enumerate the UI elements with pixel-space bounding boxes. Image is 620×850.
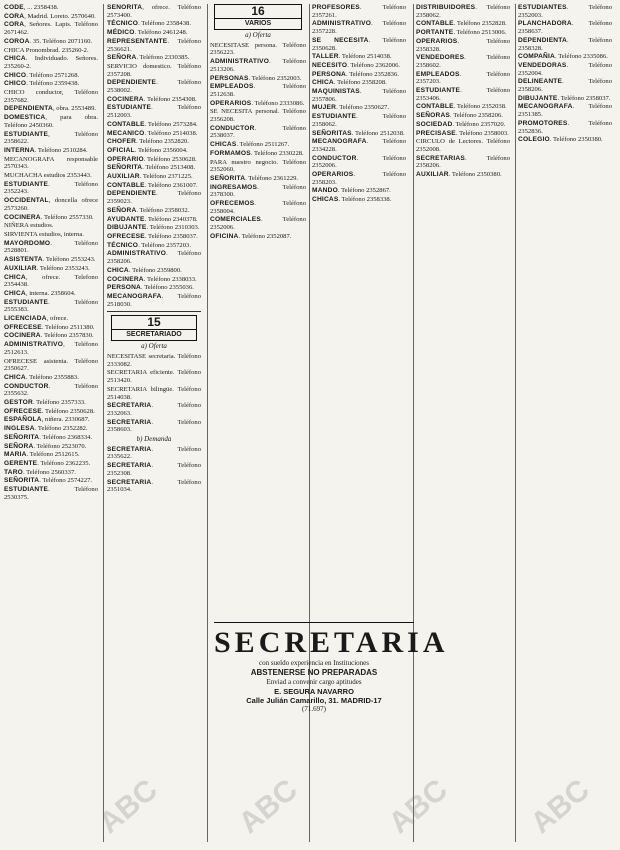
classified-ad: TALLER. Teléfono 2514038. bbox=[312, 53, 392, 61]
column-divider bbox=[207, 4, 208, 842]
classified-ad: EMPLEADOS. Teléfono 2357203. bbox=[416, 70, 510, 86]
classified-ad: MAQUINISTAS. Teléfono 2357806. bbox=[312, 88, 406, 103]
classified-ad: SEÑORITAS. Teléfono 2512038. bbox=[312, 129, 405, 137]
classified-ad: AUXILIAR. Teléfono 2353243. bbox=[4, 264, 90, 272]
classified-ad: OFICIAL. Teléfono 2356004. bbox=[107, 146, 188, 154]
classified-ad: GESTOR. Teléfono 2357333. bbox=[4, 399, 86, 407]
classified-ad: OFRECESE. Teléfono 2358037. bbox=[107, 232, 198, 240]
classified-ad: PORTANTE. Teléfono 2513006. bbox=[416, 29, 507, 37]
ads-column-3 bbox=[210, 4, 306, 624]
ad-address: Calle Julián Camarillo, 31. MADRID-17 bbox=[246, 696, 382, 705]
classified-ad: SE NECESITA personal. Teléfono 2356208. bbox=[210, 108, 306, 124]
classified-ad: ADMINISTRATIVO. Teléfono 2357228. bbox=[312, 20, 406, 36]
classified-ad: SOCIEDAD. Teléfono 2357020. bbox=[416, 120, 506, 128]
classified-ad: MECANICO. Teléfono 2514038. bbox=[107, 129, 198, 137]
classified-ad: AUXILIAR. Teléfono 2371225. bbox=[107, 173, 193, 181]
classified-ad: SERVICIO domestico. Teléfono 2357208. bbox=[107, 62, 201, 78]
classified-ad: ESTUDIANTE, Teléfono 2358622. bbox=[4, 130, 98, 146]
classified-ad: COMPAÑIA. Teléfono 2335086. bbox=[518, 53, 608, 61]
classified-ad: DEPENDIENTE. Teléfono 2538002. bbox=[107, 79, 201, 95]
classified-ad: SECRETARIA. Teléfono 2351034. bbox=[107, 478, 201, 494]
classified-ad: CHICO conductor, Teléfono 2357682. bbox=[4, 89, 98, 104]
classified-ad: ESTUDIANTE. Teléfono 2555383. bbox=[4, 298, 98, 314]
classified-ad: SECRETARIA eficiente. Teléfono 2513420. bbox=[107, 369, 201, 385]
classified-ad: TARO. Teléfono 2560337. bbox=[4, 468, 76, 476]
classified-ad: PLANCHADORA. Teléfono 2358637. bbox=[518, 20, 612, 36]
classified-ad: SECRETARIAS. Teléfono 2358206. bbox=[416, 154, 510, 170]
classified-ad: CONDUCTOR. Teléfono 2355632. bbox=[4, 382, 98, 398]
secretaria-display-ad bbox=[214, 622, 449, 747]
classified-ad: COMERCIALES. Teléfono 2352006. bbox=[210, 216, 306, 232]
classified-ad: CONTABLE. Teléfono 2361007. bbox=[107, 181, 198, 189]
classified-ad: ESTUDIANTE. Teléfono 2530375. bbox=[4, 486, 98, 501]
classified-ad: PROFESORES. Teléfono 2357261. bbox=[312, 4, 406, 19]
classified-ad: CODE, ... 2358438. bbox=[4, 4, 59, 11]
classified-ad: DEPENDIENTA. Teléfono 2358328. bbox=[518, 36, 612, 52]
classified-ad: CHICAS. Teléfono 2511267. bbox=[210, 141, 290, 149]
ads-column-1 bbox=[4, 4, 98, 842]
classified-ad: SECRETARIA. Teléfono 2352308. bbox=[107, 462, 201, 477]
classified-ad: REPRESENTANTE. Teléfono 2536621. bbox=[107, 37, 201, 53]
classified-ad: SECRETARIA. Teléfono 2358603. bbox=[107, 418, 201, 434]
classified-ad: DELINEANTE. Teléfono 2358206. bbox=[518, 78, 612, 94]
classified-ad: DEPENDIENTE. Teléfono 2359023. bbox=[107, 190, 201, 206]
section-number: 15 bbox=[147, 315, 161, 330]
classified-ad: VENDEDORES. Teléfono 2358602. bbox=[416, 54, 510, 69]
classified-ad: SEÑORITA, ofrece. Teléfono 2573400. bbox=[107, 4, 201, 19]
classified-ad: CHICO. Teléfono 2571268. bbox=[4, 71, 80, 79]
section-header-varios bbox=[214, 4, 302, 30]
classified-ad: CIRCULO de Lectores. Teléfono 2352008. bbox=[416, 138, 510, 153]
classified-ad: ESTUDIANTE. Teléfono 2512003. bbox=[107, 104, 201, 120]
ad-reference: (71.697) bbox=[302, 705, 326, 713]
classified-ad: CORA, Señores. Lapis. Teléfono 2671462. bbox=[4, 21, 98, 37]
classified-ad: PRECISASE. Teléfono 2358003. bbox=[416, 129, 509, 137]
classified-ad: OFRECESE asistenta. Teléfono 2350627. bbox=[4, 357, 98, 373]
subsection-oferta: a) Oferta bbox=[245, 31, 271, 39]
ad-title: SECRETARIA bbox=[214, 626, 449, 659]
classified-ad: OPERARIOS. Teléfono 2333086. bbox=[210, 99, 305, 107]
column-divider bbox=[103, 4, 104, 842]
classified-ad: SECRETARIA. Teléfono 2332063. bbox=[107, 402, 201, 417]
classified-ad: INGLESA. Teléfono 2352282. bbox=[4, 425, 88, 433]
section-number: 16 bbox=[251, 4, 265, 18]
watermark-logo: ABC bbox=[382, 773, 454, 841]
classified-ad: PERSONA. Teléfono 2352836. bbox=[312, 70, 399, 78]
classified-ad: DEPENDIENTA, obra. 2553489. bbox=[4, 105, 97, 113]
classified-ad: COCINERA. Teléfono 2338033. bbox=[107, 275, 197, 283]
classified-ad: OFRECESE. Teléfono 2350628. bbox=[4, 407, 95, 415]
classified-ad: SEÑORAS. Teléfono 2358206. bbox=[416, 112, 503, 120]
classified-ad: VENDEDORAS. Teléfono 2352004. bbox=[518, 61, 612, 77]
ad-line: Enviad a convenir cargo aptitudes bbox=[266, 678, 362, 686]
classified-ad: SEÑORA. Teléfono 2358032. bbox=[107, 206, 190, 214]
classified-ad: PERSONA. Teléfono 2355036. bbox=[107, 284, 194, 292]
classified-ad: SEÑORA. Teléfono 2523070. bbox=[4, 442, 87, 450]
classified-ad: COCINERA. Teléfono 2354308. bbox=[107, 95, 197, 103]
classified-ad: CHICA, interna. 2358604. bbox=[4, 289, 76, 297]
classified-ad: CHICA. Individuado. Señores. 235260-2. bbox=[4, 55, 98, 70]
classified-ad: MECANOGRAFA. Teléfono 2351385. bbox=[518, 103, 612, 119]
classified-ad: ADMINISTRATIVO. Teléfono 2513206. bbox=[210, 58, 306, 73]
classified-ad: PERSONAS. Teléfono 2352003. bbox=[210, 74, 302, 82]
ad-line: con sueldo experiencia en Instituciones bbox=[258, 659, 370, 667]
classified-ad: CONTABLE. Teléfono 2352828. bbox=[416, 20, 507, 28]
classified-ad: OFRECESE. Teléfono 2511380. bbox=[4, 323, 95, 331]
classified-ad: DISTRIBUIDORES. Teléfono 2358062. bbox=[416, 4, 510, 19]
classified-ad: TÉCNICO. Teléfono 2357203. bbox=[107, 241, 191, 249]
classified-ad: SEÑORITA. Teléfono 2361229. bbox=[210, 174, 299, 182]
classified-ad: TÉCNICO. Teléfono 2358438. bbox=[107, 20, 191, 28]
classified-ad: CORA, Madrid. Loreto. 2570640. bbox=[4, 12, 96, 20]
classified-ad: SEÑORITA. Teléfono 2574227. bbox=[4, 477, 93, 485]
classified-ad: OCCIDENTAL, doncella ofrece 2573260. bbox=[4, 197, 98, 212]
section-name: SECRETARIADO bbox=[112, 329, 196, 340]
ads-column-6 bbox=[518, 4, 612, 842]
classified-ad: CONTABLE. Teléfono 2352038. bbox=[416, 103, 507, 111]
classified-ad: NECESITO. Teléfono 2362006. bbox=[312, 61, 401, 69]
ad-warning: ABSTENERSE NO PREPARADAS bbox=[250, 668, 378, 677]
classified-ad: PROMOTORES. Teléfono 2352836. bbox=[518, 119, 612, 135]
classified-ad: CHICA Pronombrad. 235260-2. bbox=[4, 46, 89, 54]
classified-ad: MARIA. Teléfono 2512615. bbox=[4, 451, 80, 459]
classified-ad: SEÑORITA. Teléfono 2368334. bbox=[4, 433, 93, 441]
classified-ad: ADMINISTRATIVO, Teléfono 2512613. bbox=[4, 341, 98, 356]
classified-ad: MAYORDOMO. Teléfono 2528801. bbox=[4, 239, 98, 255]
classified-ad: ESTUDIANTE. Teléfono 2352243. bbox=[4, 180, 98, 196]
classified-ad: CHICA. Teléfono 2355883. bbox=[4, 373, 79, 381]
classified-ad: CONDUCTOR. Teléfono 2352006. bbox=[312, 154, 406, 170]
classified-ad: DOMESTICA, para obra. Teléfono 2450360. bbox=[4, 114, 98, 129]
classified-ad: SEÑORA. Teléfono 2330385. bbox=[107, 54, 190, 62]
classified-ad: CHICA, ofrece. Telefono 2354438. bbox=[4, 273, 98, 289]
classified-ad: CONDUCTOR. Teléfono 2538037. bbox=[210, 124, 306, 140]
classified-ad: EMPLEADOS. Teléfono 2512638. bbox=[210, 83, 306, 98]
classified-ad: OFRECEMOS. Teléfono 2358004. bbox=[210, 200, 306, 215]
classified-ad: SEÑORITA. Teléfono 2513408. bbox=[107, 164, 196, 172]
classified-ad: SECRETARIA. Teléfono 2335622. bbox=[107, 445, 201, 461]
classified-ad: NECESITASE persona. Teléfono 2356223. bbox=[210, 41, 306, 57]
watermark-logo: ABC bbox=[92, 773, 164, 841]
classified-ad: CHICA. Teléfono 2359800. bbox=[107, 266, 182, 274]
classified-ad: NIÑERA estudios. bbox=[4, 222, 54, 230]
section-name: VARIOS bbox=[215, 18, 301, 29]
classified-ad: MECANOGRAFA. Teléfono 2518030. bbox=[107, 292, 201, 308]
section-header-secretariado bbox=[111, 315, 197, 341]
ads-column-2 bbox=[107, 4, 201, 842]
classified-ad: OFICINA. Teléfono 2352087. bbox=[210, 232, 292, 240]
ad-company: E. SEGURA NAVARRO bbox=[274, 687, 354, 696]
classified-ad: ESTUDIANTE. Teléfono 2353406. bbox=[416, 87, 510, 102]
classified-ad: FORMAMOS. Teléfono 2330228. bbox=[210, 149, 304, 157]
classified-ad: CHICAS. Teléfono 2358338. bbox=[312, 196, 392, 204]
classified-ad: CHICO. Teléfono 2359438. bbox=[4, 80, 80, 88]
classified-ad: ASISTENTA. Teléfono 2553243. bbox=[4, 256, 96, 264]
watermark-logo: ABC bbox=[232, 773, 304, 841]
classified-ad: COCINERA. Teléfono 2557330. bbox=[4, 213, 94, 221]
classified-ad: CONTABLE. Teléfono 2573284. bbox=[107, 120, 198, 128]
subsection-demanda: b) Demanda bbox=[136, 435, 172, 444]
classified-ad: MÉDICO. Teléfono 2461248. bbox=[107, 29, 188, 37]
classified-ad: AYUDANTE. Teléfono 2340378. bbox=[107, 215, 198, 223]
classified-ad: LICENCIADA, ofrece. bbox=[4, 315, 69, 323]
classified-ad: INTERNA. Teléfono 2510284. bbox=[4, 146, 88, 154]
classified-ad: MUJER. Teléfono 2350627. bbox=[312, 104, 389, 112]
classified-ad: MANDO. Teléfono 2352867. bbox=[312, 187, 391, 195]
classified-ad: PARA nuestro negocio. Teléfono 2352060. bbox=[210, 158, 306, 174]
classified-ad: ESTUDIANTE. Teléfono 2358062. bbox=[312, 113, 406, 128]
classified-ad: MECANOGRAFA responsable 2570343. bbox=[4, 155, 98, 171]
ads-column-5 bbox=[416, 4, 510, 842]
classified-ad: COLEGIO. Teléfono 2350380. bbox=[518, 136, 603, 144]
classified-ad: DIBUJANTE. Teléfono 2358037. bbox=[518, 94, 611, 102]
classified-ad: SECRETARIA bilingüe. Teléfono 2514038. bbox=[107, 385, 201, 401]
classified-ad: CHICA. Teléfono 2358208. bbox=[312, 79, 387, 87]
classified-ad: NECESITASE secretaria. Teléfono 2333082. bbox=[107, 353, 201, 368]
classified-ad: SIRVIENTA estudios, interna. bbox=[4, 230, 84, 238]
ads-column-4 bbox=[312, 4, 406, 616]
subsection-oferta: a) Oferta bbox=[141, 342, 167, 351]
classified-ad: OPERARIOS. Teléfono 2358328. bbox=[416, 37, 510, 53]
classified-ad: COCINERA. Teléfono 2357830. bbox=[4, 332, 94, 340]
classified-ad: MECANOGRAFA. Teléfono 2334228. bbox=[312, 138, 406, 153]
classified-ad: MUCHACHA estudios 2353443. bbox=[4, 172, 92, 180]
classified-ad: CHOFER. Teléfono 2352820. bbox=[107, 138, 189, 146]
classified-ad: ESTUDIANTES. Teléfono 2352003. bbox=[518, 4, 612, 19]
column-divider bbox=[515, 4, 516, 842]
classified-ad: OPERARIO. Teléfono 2530628. bbox=[107, 155, 197, 163]
classified-ad: ADMINISTRATIVO. Teléfono 2358206. bbox=[107, 250, 201, 266]
watermark-logo: ABC bbox=[524, 773, 596, 841]
classified-ad: AUXILIAR. Teléfono 2350380. bbox=[416, 171, 502, 179]
classified-ad: SE NECESITA. Teléfono 2350628. bbox=[312, 36, 406, 52]
classified-ad: DIBUJANTE. Teléfono 2310303. bbox=[107, 224, 200, 232]
classified-ad: INGRESAMOS. Teléfono 2378300. bbox=[210, 183, 306, 199]
classified-ad: COROA. 35. Teléfono 2071160. bbox=[4, 37, 93, 45]
classified-ad: OPERARIOS. Teléfono 2358203. bbox=[312, 171, 406, 186]
classified-ad: GERENTE. Teléfono 2362235. bbox=[4, 459, 91, 467]
classified-ad: ESPAÑOLA, niñera. 2330687. bbox=[4, 416, 90, 424]
